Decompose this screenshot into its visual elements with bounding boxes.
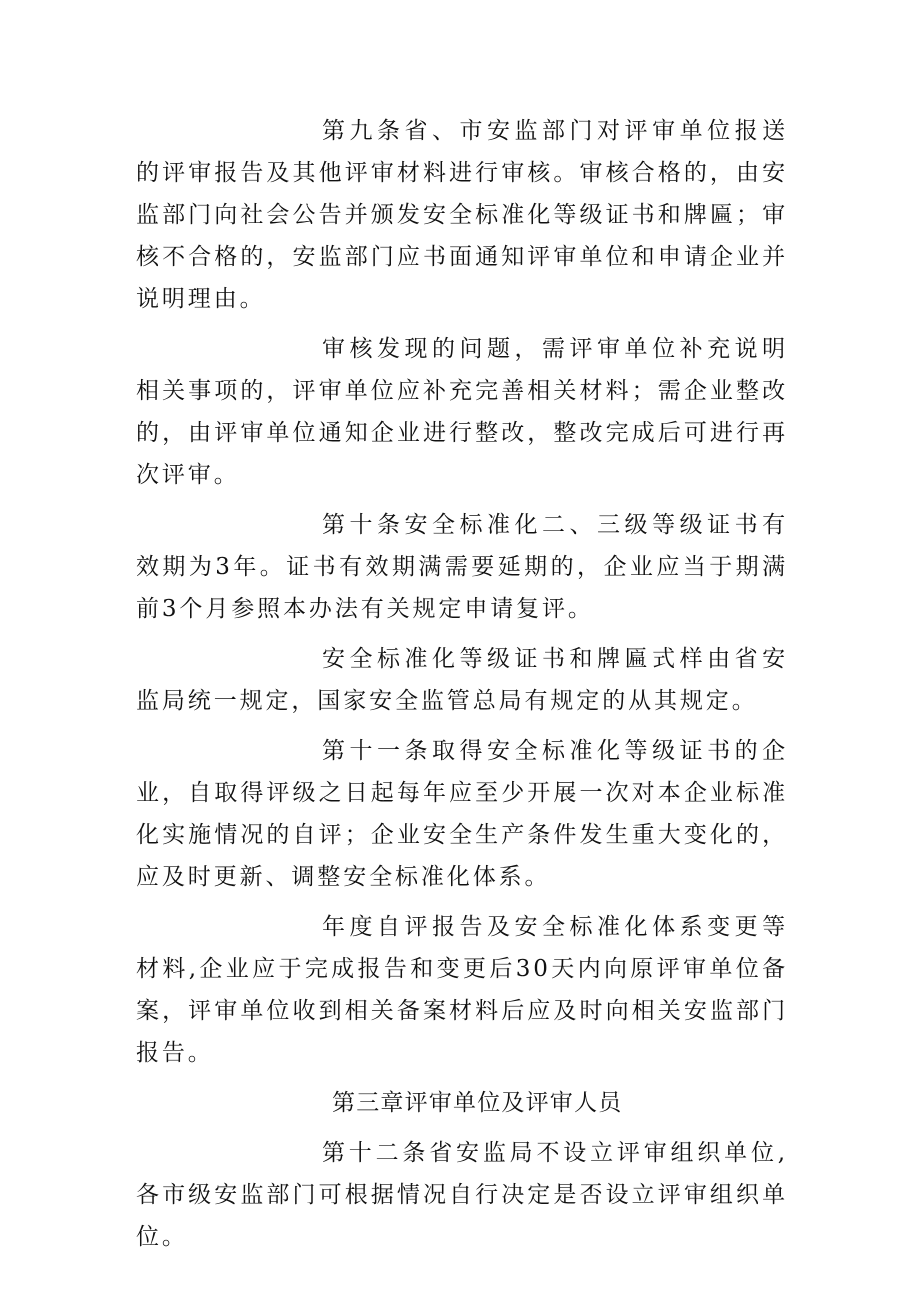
- article-12-paragraph: 第十二条省安监局不设立评审组织单位,各市级安监部门可根据情况自行决定是否设立评审组织单位。: [136, 1140, 788, 1250]
- annual-self-review-paragraph: 年度自评报告及安全标准化体系变更等材料,企业应于完成报告和变更后30天内向原评审单位备案，评审单位收到相关备案材料后应及时向相关安监部门报告。: [136, 914, 788, 1066]
- article-11-paragraph: 第十一条取得安全标准化等级证书的企业，自取得评级之日起每年应至少开展一次对本企业标准化实施情况的自评；企业安全生产条件发生重大变化的，应及时更新、调整安全标准化体系。: [136, 738, 788, 890]
- article-9-paragraph: 第九条省、市安监部门对评审单位报送的评审报告及其他评审材料进行审核。审核合格的，由安监部门向社会公告并颁发安全标准化等级证书和牌匾；审核不合格的，安监部门应书面通知评审单位和申请企业并说明理由。: [136, 118, 788, 312]
- document-body: [136, 110, 788, 1266]
- article-10-paragraph: 第十条安全标准化二、三级等级证书有效期为3年。证书有效期满需要延期的，企业应当于期满前3个月参照本办法有关规定申请复评。: [136, 512, 788, 622]
- chapter-3-heading: 第三章评审单位及评审人员: [332, 1090, 623, 1116]
- article-9-review-issues-paragraph: 审核发现的问题，需评审单位补充说明相关事项的，评审单位应补充完善相关材料；需企业整改的，由评审单位通知企业进行整改，整改完成后可进行再次评审。: [136, 336, 788, 488]
- certificate-style-paragraph: 安全标准化等级证书和牌匾式样由省安监局统一规定，国家安全监管总局有规定的从其规定。: [136, 646, 788, 714]
